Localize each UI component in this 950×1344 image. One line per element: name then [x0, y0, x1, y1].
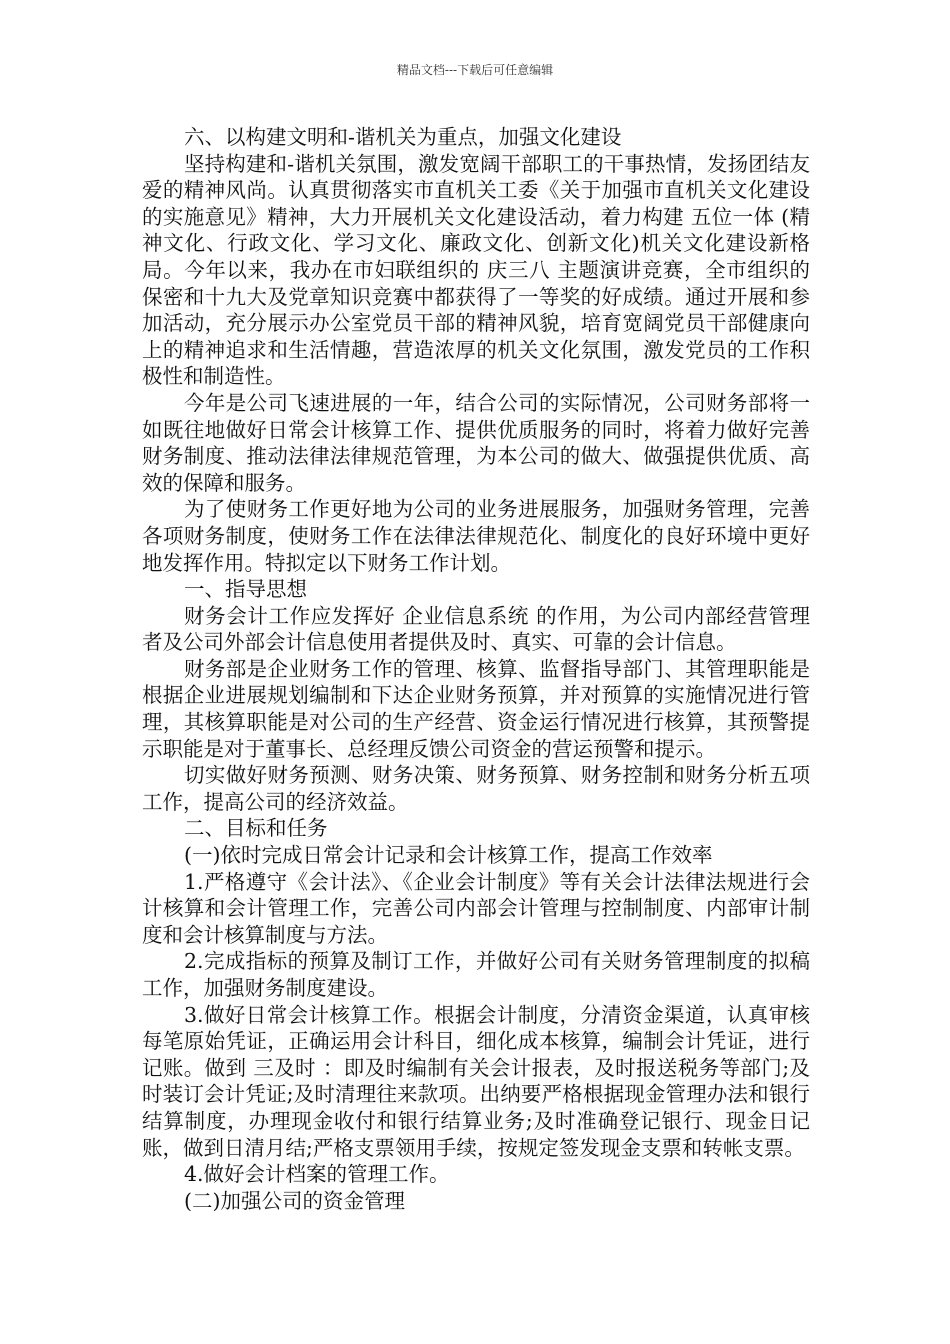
list-item: 3.做好日常会计核算工作。根据会计制度，分清资金渠道，认真审核每笔原始凭证，正确运用会计科目，细化成本核算，编制会计凭证，进行记账。做到 三及时 ：即及时编制有关会计报表，及时报送税务等部门;及时装订会计凭证;及时清理往来款项。出纳要严格根据现金管理办法和银行结算制度，办理现金收付和银行结算业务;及时准确登记银行、现金日记账，做到日清月结;严格支票领用手续，按规定签发现金支票和转帐支票。 — [142, 1002, 810, 1160]
subsection-heading: (二)加强公司的资金管理 — [184, 1188, 405, 1213]
paragraph: 为了使财务工作更好地为公司的业务进展服务，加强财务管理，完善各项财务制度，使财务工作在法律法律规范化、制度化的良好环境中更好地发挥作用。特拟定以下财务工作计划。 — [142, 497, 810, 575]
paragraph: 今年是公司飞速进展的一年，结合公司的实际情况，公司财务部将一如既往地做好日常会计核算工作、提供优质服务的同时，将着力做好完善财务制度、推动法律法律规范管理，为本公司的做大、做强提供优质、高效的保障和服务。 — [142, 390, 810, 495]
paragraph: 切实做好财务预测、财务决策、财务预算、财务控制和财务分析五项工作，提高公司的经济效益。 — [142, 763, 810, 814]
section-heading: 六、以构建文明和-谐机关为重点，加强文化建设 — [184, 125, 622, 149]
list-item: 4.做好会计档案的管理工作。 — [184, 1162, 450, 1187]
section-heading: 二、目标和任务 — [184, 816, 328, 841]
subsection-heading: (一)依时完成日常会计记录和会计核算工作，提高工作效率 — [184, 843, 713, 868]
document-body — [142, 124, 810, 1214]
paragraph: 财务会计工作应发挥好 企业信息系统 的作用，为公司内部经营管理者及公司外部会计信息使用者提供及时、真实、可靠的会计信息。 — [142, 603, 810, 655]
section-heading: 一、指导思想 — [184, 577, 307, 602]
list-item: 2.完成指标的预算及制订工作，并做好公司有关财务管理制度的拟稿工作，加强财务制度建设。 — [142, 949, 810, 1000]
paragraph: 财务部是企业财务工作的管理、核算、监督指导部门、其管理职能是根据企业进展规划编制和下达企业财务预算，并对预算的实施情况进行管理，其核算职能是对公司的生产经营、资金运行情况进行核算，其预警提示职能是对于董事长、总经理反馈公司资金的营运预警和提示。 — [142, 656, 810, 761]
paragraph: 坚持构建和-谐机关氛围，激发宽阔干部职工的干事热情，发扬团结友爱的精神风尚。认真贯彻落实市直机关工委《关于加强市直机关文化建设的实施意见》精神，大力开展机关文化建设活动，着力构建 五位一体 (精神文化、行政文化、学习文化、廉政文化、创新文化)机关文化建设新格局。今年以来，我办在市妇联组织的 庆三八 主题演讲竞赛，全市组织的保密和十九大及党章知识竞赛中都获得了一等奖的好成绩。通过开展和参加活动，充分展示办公室党员干部的精神风貌，培育宽阔党员干部健康向上的精神追求和生活情趣，营造浓厚的机关文化氛围，激发党员的工作积极性和制造性。 — [142, 151, 810, 389]
page-header: 精品文档---下载后可任意编辑 — [396, 63, 554, 77]
list-item: 1.严格遵守《会计法》、《企业会计制度》等有关会计法律法规进行会计核算和会计管理工作，完善公司内部会计管理与控制制度、内部审计制度和会计核算制度与方法。 — [142, 869, 810, 947]
